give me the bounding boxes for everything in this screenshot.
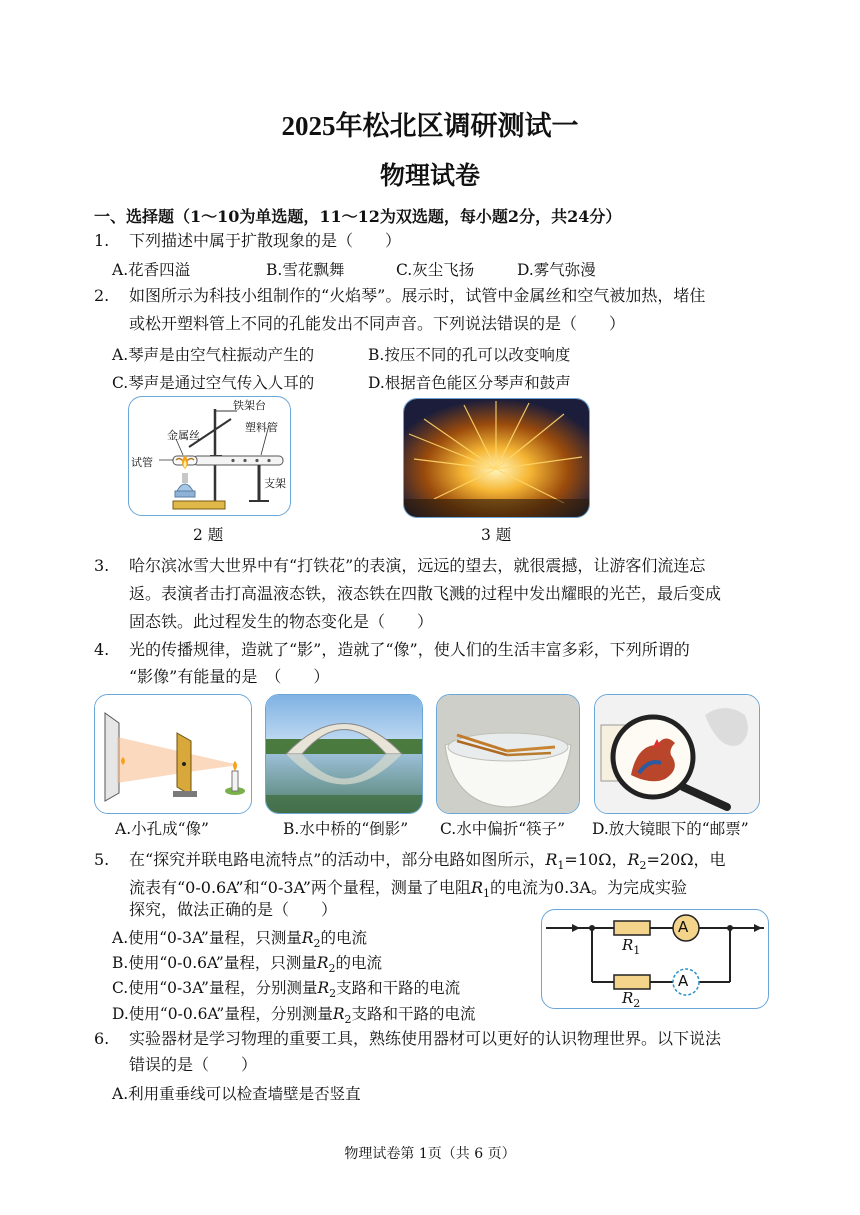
q6-number: 6.	[94, 1029, 110, 1048]
label-tube: 塑料管	[245, 421, 278, 434]
q5-line3: 探究，做法正确的是（ ）	[129, 900, 338, 919]
q5-option-b: B.使用“0-0.6A”量程，只测量$R_2$的电流	[112, 954, 383, 976]
q2-option-d: D.根据音色能区分琴声和鼓声	[368, 374, 571, 392]
q1-option-a: A.花香四溢	[112, 261, 191, 279]
q4-caption-a: A.小孔成“像”	[115, 820, 209, 838]
label-testtube: 试管	[131, 456, 153, 469]
q2-option-a: A.琴声是由空气柱振动产生的	[112, 346, 315, 364]
r2-label: $R_2$	[622, 989, 641, 1009]
q5-option-a: A.使用“0-3A”量程，只测量$R_2$的电流	[112, 929, 368, 951]
q3-number: 3.	[94, 556, 110, 575]
ammeter-2-label: A	[678, 972, 689, 990]
q3-figure	[403, 398, 590, 518]
q5-circuit-figure	[541, 909, 769, 1009]
q2-line1: 如图所示为科技小组制作的“火焰琴”。展示时，试管中金属丝和空气被加热，堵住	[129, 286, 706, 305]
q6-option-a: A.利用重垂线可以检查墙壁是否竖直	[112, 1085, 361, 1103]
q4-caption-b: B.水中桥的“倒影”	[283, 820, 409, 838]
q2-line2: 或松开塑料管上不同的孔能发出不同声音。下列说法错误的是（ ）	[129, 314, 626, 333]
label-stand: 铁架台	[233, 399, 266, 412]
label-support: 支架	[264, 477, 286, 490]
page-subtitle: 物理试卷	[379, 161, 480, 190]
q2-figure	[128, 396, 291, 516]
q5-number: 5.	[94, 850, 110, 869]
page-title: 2025年松北区调研测试一	[281, 111, 579, 141]
q3-line1: 哈尔滨冰雪大世界中有“打铁花”的表演，远远的望去，就很震撼，让游客们流连忘	[129, 556, 706, 575]
flame-organ-diagram	[129, 397, 290, 515]
q1-option-b: B.雪花飘舞	[266, 261, 345, 279]
ammeter-1-label: A	[678, 918, 689, 936]
q2-number: 2.	[94, 286, 110, 305]
parallel-circuit-diagram	[542, 910, 768, 1008]
q5-option-c: C.使用“0-3A”量程，分别测量$R_2$支路和干路的电流	[112, 979, 461, 1001]
q3-caption: 3 题	[481, 526, 512, 544]
page-footer: 物理试卷第 1页（共 6 页）	[344, 1146, 516, 1162]
q5-line1: 在“探究并联电路电流特点”的活动中，部分电路如图所示，$R_1=10\Omega$，$R_2=20\Omega$，电	[129, 850, 726, 873]
label-wire: 金属丝	[167, 429, 200, 442]
iron-flower-photo	[404, 399, 589, 517]
r1-label: $R_1$	[622, 936, 641, 957]
q3-line2: 返。表演者击打高温液态铁，液态铁在四散飞溅的过程中发出耀眼的光芒，最后变成	[129, 584, 722, 603]
q4-caption-c: C.水中偏折“筷子”	[440, 820, 566, 838]
q4-line2: “影像”有能量的是 （ ）	[129, 667, 330, 686]
q1-text: 下列描述中属于扩散现象的是（ ）	[129, 231, 402, 250]
q3-line3: 固态铁。此过程发生的物态变化是（ ）	[129, 612, 434, 631]
q5-option-d: D.使用“0-0.6A”量程，分别测量$R_2$支路和干路的电流	[112, 1005, 476, 1027]
bridge-reflection-photo	[266, 695, 422, 813]
section-heading: 一、选择题（1～10为单选题，11～12为双选题，每小题2分，共24分）	[94, 207, 622, 226]
q4-number: 4.	[94, 640, 110, 659]
q6-line1: 实验器材是学习物理的重要工具，熟练使用器材可以更好的认识物理世界。以下说法	[129, 1029, 722, 1048]
q1-option-d: D.雾气弥漫	[517, 261, 596, 279]
q4-figure-d	[594, 694, 760, 814]
q1-number: 1.	[94, 231, 110, 250]
q6-line2: 错误的是（ ）	[129, 1055, 258, 1074]
magnifier-stamp-photo	[595, 695, 759, 813]
q4-line1: 光的传播规律，造就了“影”，造就了“像”，使人们的生活丰富多彩，下列所谓的	[129, 640, 690, 659]
q2-option-c: C.琴声是通过空气传入人耳的	[112, 374, 315, 392]
pinhole-camera-diagram	[95, 695, 251, 813]
q2-caption: 2 题	[193, 526, 224, 544]
q4-caption-d: D.放大镜眼下的“邮票”	[592, 820, 749, 838]
q4-figure-a	[94, 694, 252, 814]
q4-figure-b	[265, 694, 423, 814]
chopstick-bowl-photo	[437, 695, 579, 813]
q4-figure-c	[436, 694, 580, 814]
q2-option-b: B.按压不同的孔可以改变响度	[368, 346, 571, 364]
q5-line2: 流表有“0-0.6A”和“0-3A”两个量程，测量了电阻$R_1$的电流为0.3A。为完成实验	[129, 878, 687, 901]
q1-option-c: C.灰尘飞扬	[396, 261, 475, 279]
